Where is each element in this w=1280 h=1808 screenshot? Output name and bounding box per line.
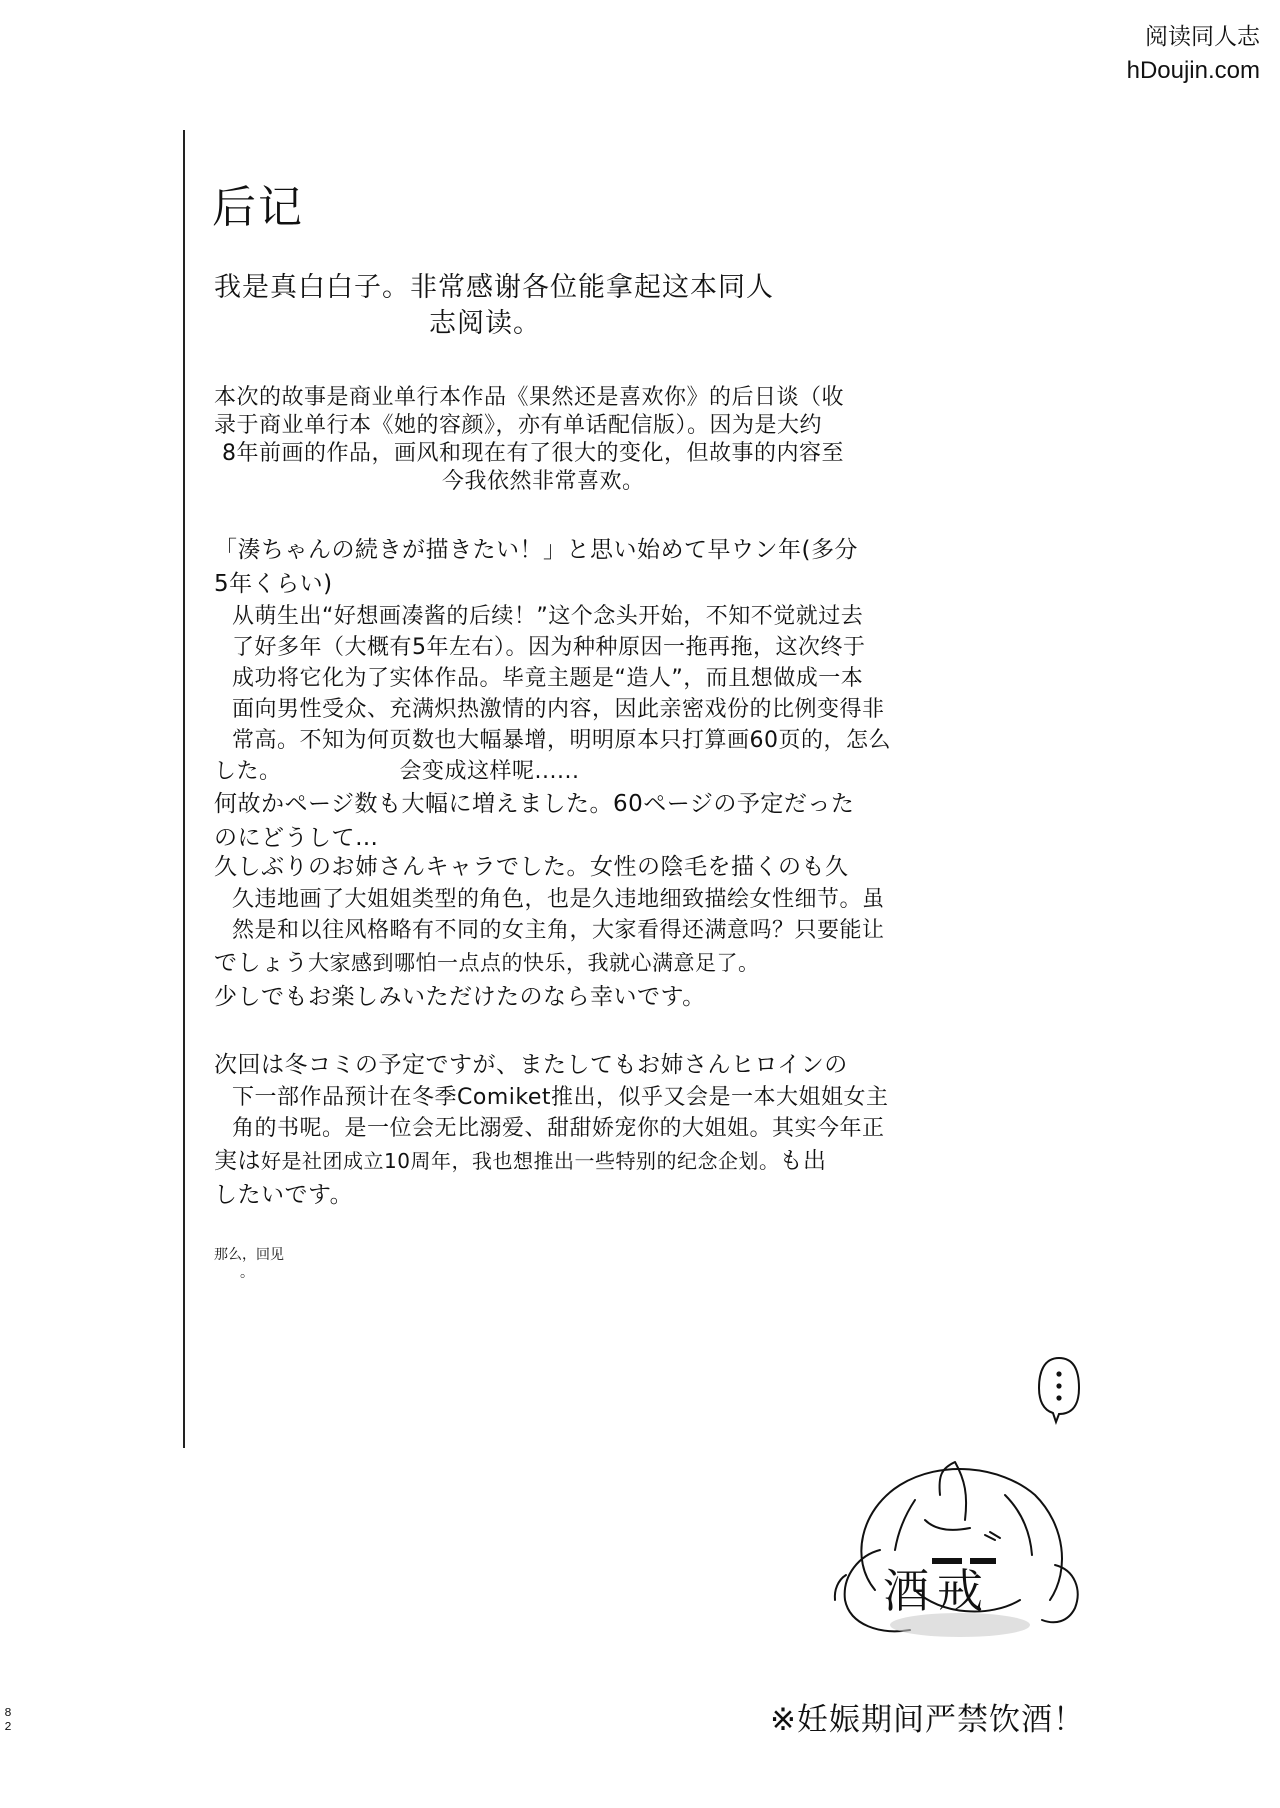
p2-zh-line-3: 成功将它化为了实体作品。毕竟主题是“造人”，而且想做成一本 — [232, 666, 864, 691]
paragraph-2 — [214, 533, 891, 855]
p4-mixed-line — [214, 1144, 874, 1178]
p2-zh-line-1: 从萌生出“好想画凑酱的后续！”这个念头开始，不知不觉就过去 — [232, 604, 864, 629]
p2-zh-tail: 会变成这样呢...... — [399, 759, 580, 784]
p4-jp-fragment: 実は — [214, 1148, 261, 1174]
lead-line-1: 我是真白白子。非常感谢各位能拿起这本同人 — [214, 272, 774, 303]
farewell-line: 那么，回见 — [214, 1247, 284, 1263]
p3-jp-line-3: 少しでもお楽しみいただけたのなら幸いです。 — [214, 984, 706, 1010]
page-title: 后记 — [212, 182, 304, 233]
page-number — [2, 1706, 14, 1734]
p4-zh-line-2: 角的书呢。是一位会无比溺爱、甜甜娇宠你的大姐姐。其实今年正 — [232, 1116, 885, 1141]
p2-jp-line-2: 5年くらい) — [214, 571, 333, 597]
p3-zh-line-1: 久违地画了大姐姐类型的角色，也是久违地细致描绘女性细节。虽 — [232, 887, 885, 912]
p1-line-3: 8年前画的作品，画风和现在有了很大的变化，但故事的内容至 — [222, 441, 844, 466]
lead-line-2: 志阅读。 — [429, 308, 541, 339]
p2-jp-line-3 — [214, 756, 874, 787]
p2-jp-line-5: のにどうして… — [214, 825, 379, 851]
p1-line-2: 录于商业单行本《她的容颜》，亦有单话配信版）。因为是大约 — [214, 413, 823, 438]
chibi-character-illustration — [820, 1440, 1100, 1660]
p1-line-4: 今我依然非常喜欢。 — [442, 469, 645, 494]
p4-jp-fragment-end: も出 — [779, 1148, 827, 1174]
p3-zh-line-2: 然是和以往风格略有不同的女主角，大家看得还满意吗？只要能让 — [232, 918, 885, 943]
margin-rule — [183, 130, 185, 1448]
watermark-title: 阅读同人志 — [1145, 24, 1260, 50]
p4-jp-line-1: 次回は冬コミの予定ですが、またしてもお姉さんヒロインの — [214, 1052, 848, 1078]
bubble-text: … — [1036, 1339, 1052, 1358]
p2-jp-line-1: 「湊ちゃんの続きが描きたい！」と思い始めて早ウン年(多分 — [214, 537, 858, 563]
p1-line-1: 本次的故事是商业单行本作品《果然还是喜欢你》的后日谈（收 — [214, 385, 845, 410]
p2-jp-line-4: 何故かページ数も大幅に増えました。60ページの予定だった — [214, 791, 855, 817]
p4-zh-tail: 好是社团成立10周年，我也想推出一些特别的纪念企划。 — [261, 1149, 780, 1173]
paragraph-3 — [214, 850, 885, 1014]
p3-jp-fragment: でしょう — [214, 950, 308, 976]
p4-zh-line-1: 下一部作品预计在冬季Comiket推出，似乎又会是一本大姐姐女主 — [232, 1085, 889, 1110]
paragraph-1 — [214, 384, 874, 496]
farewell — [214, 1246, 284, 1282]
sobriety-stamp: 酒戒 — [883, 1564, 991, 1618]
p2-zh-line-4: 面向男性受众、充满炽热激情的内容，因此亲密戏份的比例变得非 — [232, 697, 885, 722]
page-number-digit-1: 8 — [4, 1706, 12, 1720]
p3-mixed-line — [214, 946, 874, 980]
warning-text: ※妊娠期间严禁饮酒！ — [770, 1702, 1085, 1738]
p3-zh-tail: 大家感到哪怕一点点的快乐，我就心满意足了。 — [308, 951, 760, 975]
page-number-digit-2: 2 — [4, 1720, 12, 1734]
paragraph-4 — [214, 1048, 889, 1212]
lead-paragraph — [214, 270, 814, 342]
p4-jp-line-3: したいです。 — [214, 1182, 354, 1208]
watermark-url: hDoujin.com — [1126, 57, 1260, 84]
p2-jp-fragment: した。 — [214, 759, 282, 784]
speech-bubble-icon — [1036, 1339, 1082, 1424]
p3-jp-line-1: 久しぶりのお姉さんキャラでした。女性の陰毛を描くのも久 — [214, 854, 849, 880]
p2-zh-line-2: 了好多年（大概有5年左右）。因为种种原因一拖再拖，这次终于 — [232, 635, 866, 660]
p2-zh-line-5: 常高。不知为何页数也大幅暴增，明明原本只打算画60页的，怎么 — [232, 728, 891, 753]
farewell-period: 。 — [240, 1265, 254, 1281]
